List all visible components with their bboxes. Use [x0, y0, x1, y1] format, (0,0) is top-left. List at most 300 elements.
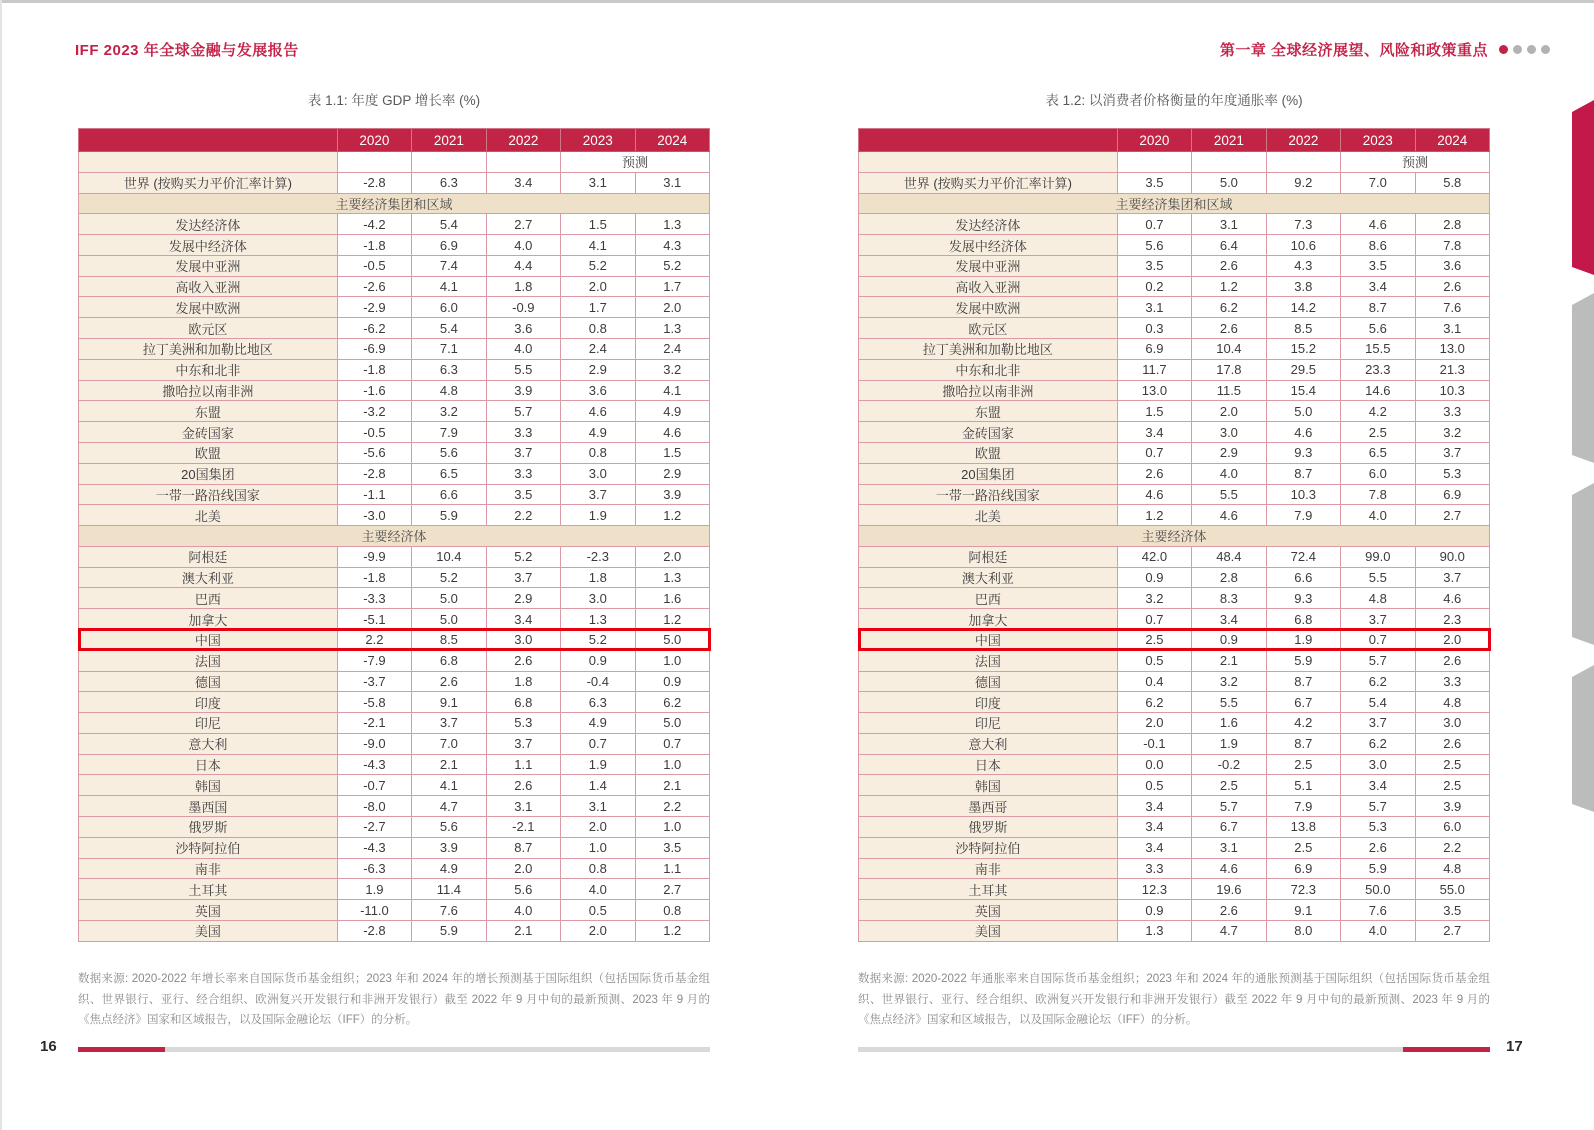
value-cell: 4.4: [486, 255, 560, 276]
chapter-header: [1220, 39, 1550, 60]
value-cell: 2.5: [1192, 775, 1266, 796]
row-label: 发展中亚洲: [79, 255, 338, 276]
value-cell: 6.2: [1192, 297, 1266, 318]
table-row: [859, 817, 1490, 838]
value-cell: 3.3: [486, 463, 560, 484]
row-label: 发达经济体: [859, 214, 1118, 235]
value-cell: 10.4: [412, 546, 486, 567]
value-cell: 6.0: [412, 297, 486, 318]
value-cell: 3.1: [486, 796, 560, 817]
table-row: [79, 858, 710, 879]
row-label: 一带一路沿线国家: [79, 484, 338, 505]
value-cell: 5.2: [561, 255, 635, 276]
value-cell: 6.9: [412, 235, 486, 256]
value-cell: 3.7: [561, 484, 635, 505]
value-cell: 2.5: [1341, 422, 1415, 443]
value-cell: 3.2: [1117, 588, 1191, 609]
value-cell: -0.4: [561, 671, 635, 692]
value-cell: 3.3: [1117, 858, 1191, 879]
value-cell: 1.2: [1117, 505, 1191, 526]
value-cell: 2.9: [1192, 442, 1266, 463]
value-cell: 4.2: [1341, 401, 1415, 422]
row-label: 土耳其: [859, 879, 1118, 900]
chapter-dot: [1527, 45, 1536, 54]
value-cell: 15.2: [1266, 339, 1340, 360]
value-cell: 2.0: [1117, 713, 1191, 734]
row-label: 世界 (按购买力平价汇率计算): [859, 172, 1118, 193]
value-cell: 5.2: [635, 255, 709, 276]
value-cell: 6.8: [1266, 609, 1340, 630]
value-cell: 17.8: [1192, 359, 1266, 380]
row-label: 沙特阿拉伯: [79, 837, 338, 858]
value-cell: 5.0: [412, 588, 486, 609]
value-cell: -0.2: [1192, 754, 1266, 775]
value-cell: -2.7: [337, 817, 411, 838]
value-cell: 23.3: [1341, 359, 1415, 380]
value-cell: 0.8: [561, 442, 635, 463]
table-1-1-title: 表 1.1: 年度 GDP 增长率 (%): [307, 93, 481, 108]
value-cell: 8.5: [412, 629, 486, 650]
value-cell: 1.5: [635, 442, 709, 463]
value-cell: 29.5: [1266, 359, 1340, 380]
row-label: 美国: [79, 920, 338, 941]
table-row: [79, 463, 710, 484]
table-row: [79, 650, 710, 671]
table-row: [859, 505, 1490, 526]
value-cell: 1.3: [561, 609, 635, 630]
table-row: [79, 588, 710, 609]
value-cell: 6.6: [1266, 567, 1340, 588]
value-cell: 6.9: [1117, 339, 1191, 360]
row-label: 俄罗斯: [859, 817, 1118, 838]
value-cell: 3.1: [1192, 214, 1266, 235]
value-cell: 3.8: [1266, 276, 1340, 297]
row-label: 日本: [859, 754, 1118, 775]
value-cell: 3.7: [1415, 442, 1489, 463]
row-label: 土耳其: [79, 879, 338, 900]
world-row: [859, 172, 1490, 193]
section-heading: 主要经济体: [79, 526, 710, 547]
value-cell: 4.8: [412, 380, 486, 401]
table-row: [859, 401, 1490, 422]
value-cell: -8.0: [337, 796, 411, 817]
value-cell: 11.5: [1192, 380, 1266, 401]
value-cell: 5.6: [1117, 235, 1191, 256]
value-cell: 7.1: [412, 339, 486, 360]
value-cell: 2.0: [486, 858, 560, 879]
row-label: 法国: [859, 650, 1118, 671]
table-row: [859, 567, 1490, 588]
row-label: 阿根廷: [859, 546, 1118, 567]
chapter-title: 第一章 全球经济展望、风险和政策重点: [1219, 42, 1488, 59]
row-label: 中东和北非: [859, 359, 1118, 380]
value-cell: 2.7: [1415, 505, 1489, 526]
section-heading-row: [859, 193, 1490, 214]
value-cell: 3.6: [561, 380, 635, 401]
value-cell: 2.0: [561, 276, 635, 297]
row-label: 韩国: [859, 775, 1118, 796]
value-cell: 2.6: [1192, 255, 1266, 276]
value-cell: -0.5: [337, 255, 411, 276]
table-row: [859, 588, 1490, 609]
chapter-progress-dots: [1499, 45, 1550, 54]
value-cell: 4.1: [561, 235, 635, 256]
value-cell: 3.4: [1117, 796, 1191, 817]
row-label: 印尼: [859, 713, 1118, 734]
year-header: 2023: [561, 129, 635, 152]
value-cell: 3.5: [635, 837, 709, 858]
value-cell: 2.0: [561, 920, 635, 941]
value-cell: 5.3: [1341, 817, 1415, 838]
row-label: 欧元区: [859, 318, 1118, 339]
value-cell: 0.7: [635, 733, 709, 754]
value-cell: 1.9: [561, 754, 635, 775]
value-cell: 2.2: [635, 796, 709, 817]
row-label: 南非: [79, 858, 338, 879]
table-row: [859, 359, 1490, 380]
row-label: 意大利: [859, 733, 1118, 754]
row-label: 发展中经济体: [859, 235, 1118, 256]
value-cell: 0.7: [1117, 609, 1191, 630]
value-cell: 6.0: [1415, 817, 1489, 838]
section-heading: 主要经济集团和区域: [79, 193, 710, 214]
table-row: [859, 920, 1490, 941]
row-label: 金砖国家: [859, 422, 1118, 443]
table-row: [79, 879, 710, 900]
value-cell: 5.5: [1192, 484, 1266, 505]
row-label: 意大利: [79, 733, 338, 754]
value-cell: 2.9: [486, 588, 560, 609]
row-label: 南非: [859, 858, 1118, 879]
value-cell: 4.0: [486, 339, 560, 360]
value-cell: 8.7: [486, 837, 560, 858]
value-cell: 8.5: [1266, 318, 1340, 339]
value-cell: 0.7: [1117, 214, 1191, 235]
value-cell: 6.4: [1192, 235, 1266, 256]
value-cell: 6.8: [486, 692, 560, 713]
table-row: [859, 609, 1490, 630]
row-label: 韩国: [79, 775, 338, 796]
value-cell: 1.1: [635, 858, 709, 879]
table-row: [79, 796, 710, 817]
value-cell: 3.7: [486, 733, 560, 754]
footer-bar-right: [858, 1047, 1490, 1052]
value-cell: 2.2: [337, 629, 411, 650]
value-cell: 4.6: [635, 422, 709, 443]
value-cell: -2.8: [337, 920, 411, 941]
chapter-edge-tab: [1572, 665, 1594, 812]
value-cell: 2.1: [412, 754, 486, 775]
value-cell: 1.7: [561, 297, 635, 318]
value-cell: 4.3: [1266, 255, 1340, 276]
value-cell: 2.1: [635, 775, 709, 796]
table-row: [79, 837, 710, 858]
value-cell: 1.2: [635, 920, 709, 941]
section-heading-row: [79, 526, 710, 547]
value-cell: 3.2: [412, 401, 486, 422]
world-row: [79, 172, 710, 193]
value-cell: 6.5: [1341, 442, 1415, 463]
value-cell: -0.5: [337, 422, 411, 443]
value-cell: 11.7: [1117, 359, 1191, 380]
value-cell: 6.5: [412, 463, 486, 484]
value-cell: 6.2: [1341, 671, 1415, 692]
value-cell: 4.8: [1341, 588, 1415, 609]
value-cell: 6.9: [1415, 484, 1489, 505]
value-cell: 6.9: [1266, 858, 1340, 879]
value-cell: 3.3: [1415, 401, 1489, 422]
table-row: [859, 900, 1490, 921]
table-row: [79, 692, 710, 713]
value-cell: 1.6: [635, 588, 709, 609]
value-cell: -3.0: [337, 505, 411, 526]
value-cell: -6.2: [337, 318, 411, 339]
value-cell: 5.7: [1341, 796, 1415, 817]
row-label: 撒哈拉以南非洲: [859, 380, 1118, 401]
table-row: [859, 713, 1490, 734]
row-label: 金砖国家: [79, 422, 338, 443]
value-cell: 3.7: [486, 442, 560, 463]
value-cell: 9.3: [1266, 588, 1340, 609]
value-cell: 2.7: [635, 879, 709, 900]
empty-cell: [1192, 152, 1266, 173]
value-cell: 0.5: [1117, 775, 1191, 796]
value-cell: 9.1: [412, 692, 486, 713]
table-row: [859, 879, 1490, 900]
value-cell: 4.0: [1192, 463, 1266, 484]
value-cell: 3.5: [486, 484, 560, 505]
value-cell: 6.2: [1341, 733, 1415, 754]
value-cell: 21.3: [1415, 359, 1489, 380]
row-label: 俄罗斯: [79, 817, 338, 838]
row-label: 沙特阿拉伯: [859, 837, 1118, 858]
value-cell: -2.1: [337, 713, 411, 734]
value-cell: 5.0: [412, 609, 486, 630]
chapter-dot: [1541, 45, 1550, 54]
value-cell: 10.6: [1266, 235, 1340, 256]
value-cell: -2.1: [486, 817, 560, 838]
value-cell: 12.3: [1117, 879, 1191, 900]
table-row: [859, 546, 1490, 567]
row-label: 印度: [859, 692, 1118, 713]
table-row: [79, 775, 710, 796]
value-cell: 8.7: [1266, 463, 1340, 484]
value-cell: 2.6: [1415, 733, 1489, 754]
value-cell: 6.2: [1117, 692, 1191, 713]
row-label: 墨西哥: [859, 796, 1118, 817]
value-cell: -7.9: [337, 650, 411, 671]
row-label: 20国集团: [859, 463, 1118, 484]
forecast-label: 预测: [561, 152, 710, 173]
value-cell: 5.7: [1192, 796, 1266, 817]
value-cell: 3.6: [486, 318, 560, 339]
value-cell: -2.6: [337, 276, 411, 297]
table-row: [859, 255, 1490, 276]
year-header: 2022: [1266, 129, 1340, 152]
value-cell: -5.8: [337, 692, 411, 713]
value-cell: 4.0: [1341, 920, 1415, 941]
value-cell: 4.1: [412, 276, 486, 297]
value-cell: 7.3: [1266, 214, 1340, 235]
value-cell: 15.5: [1341, 339, 1415, 360]
row-label: [79, 152, 338, 173]
value-cell: 3.1: [635, 172, 709, 193]
value-cell: 4.0: [486, 235, 560, 256]
table-1-1-footnote: 数据来源: 2020-2022 年增长率来自国际货币基金组织；2023 年和 2024 年的增长预测基于国际组织（包括国际货币基金组织、世界银行、亚行、经合组织、欧洲复兴开发银行和非洲开发银行）截至 2022 年 9 月中旬的最新预测、2023 年 9 月的《焦点经济》国家和区域报告，以及国际金融论坛（IFF）的分析。: [78, 973, 710, 1027]
table-row: [859, 339, 1490, 360]
value-cell: -2.8: [337, 172, 411, 193]
value-cell: 3.1: [561, 796, 635, 817]
row-label: 日本: [79, 754, 338, 775]
value-cell: 5.4: [1341, 692, 1415, 713]
table-row: [79, 817, 710, 838]
value-cell: 7.9: [412, 422, 486, 443]
value-cell: 3.5: [1117, 255, 1191, 276]
chapter-edge-tab-active: [1572, 100, 1594, 275]
value-cell: 6.6: [412, 484, 486, 505]
value-cell: 7.8: [1341, 484, 1415, 505]
table-row: [79, 297, 710, 318]
value-cell: 3.6: [1415, 255, 1489, 276]
empty-cell: [1117, 152, 1191, 173]
value-cell: 15.4: [1266, 380, 1340, 401]
row-label: [859, 152, 1118, 173]
value-cell: 2.7: [486, 214, 560, 235]
year-header: 2021: [412, 129, 486, 152]
table-row: [79, 546, 710, 567]
value-cell: 7.9: [1266, 796, 1340, 817]
value-cell: 13.0: [1117, 380, 1191, 401]
value-cell: 3.4: [486, 172, 560, 193]
row-label: 中国: [859, 629, 1118, 650]
value-cell: 0.0: [1117, 754, 1191, 775]
value-cell: 0.8: [635, 900, 709, 921]
value-cell: -1.8: [337, 359, 411, 380]
table-row: [859, 858, 1490, 879]
value-cell: 0.9: [1117, 567, 1191, 588]
value-cell: 4.7: [412, 796, 486, 817]
value-cell: 3.1: [1192, 837, 1266, 858]
table-row: [79, 318, 710, 339]
report-title: IFF 2023 年全球金融与发展报告: [75, 42, 299, 59]
value-cell: 2.0: [635, 546, 709, 567]
row-label: 发展中经济体: [79, 235, 338, 256]
table-row: [859, 754, 1490, 775]
value-cell: 1.3: [635, 567, 709, 588]
value-cell: 5.5: [1192, 692, 1266, 713]
empty-cell: [1266, 152, 1340, 173]
value-cell: 4.6: [1192, 505, 1266, 526]
value-cell: 3.0: [1415, 713, 1489, 734]
value-cell: 4.3: [635, 235, 709, 256]
table-row: [859, 297, 1490, 318]
table-row: [79, 567, 710, 588]
value-cell: 0.9: [635, 671, 709, 692]
value-cell: 3.4: [1341, 276, 1415, 297]
table-1-2-footnote: 数据来源: 2020-2022 年通胀率来自国际货币基金组织；2023 年和 2024 年的通胀预测基于国际组织（包括国际货币基金组织、世界银行、亚行、经合组织、欧洲复兴开发银行和非洲开发银行）截至 2022 年 9 月中旬的最新预测、2023 年 9 月的《焦点经济》国家和区域报告，以及国际金融论坛（IFF）的分析。: [858, 973, 1490, 1027]
table-row: [859, 671, 1490, 692]
value-cell: -6.3: [337, 858, 411, 879]
value-cell: 11.4: [412, 879, 486, 900]
value-cell: 5.5: [486, 359, 560, 380]
value-cell: 5.1: [1266, 775, 1340, 796]
value-cell: 1.0: [635, 650, 709, 671]
value-cell: 2.4: [561, 339, 635, 360]
value-cell: -1.6: [337, 380, 411, 401]
value-cell: 2.9: [561, 359, 635, 380]
value-cell: 3.4: [1192, 609, 1266, 630]
value-cell: 2.8: [1415, 214, 1489, 235]
value-cell: 4.9: [561, 713, 635, 734]
value-cell: 0.5: [1117, 650, 1191, 671]
row-label: 发达经济体: [79, 214, 338, 235]
table-row: [79, 442, 710, 463]
table-row: [79, 505, 710, 526]
value-cell: 6.7: [1266, 692, 1340, 713]
value-cell: 4.8: [1415, 858, 1489, 879]
row-label: 发展中欧洲: [859, 297, 1118, 318]
value-cell: 6.2: [635, 692, 709, 713]
value-cell: 8.6: [1341, 235, 1415, 256]
section-heading-row: [79, 193, 710, 214]
value-cell: 7.0: [412, 733, 486, 754]
value-cell: 1.9: [337, 879, 411, 900]
value-cell: 2.5: [1266, 754, 1340, 775]
value-cell: 1.2: [635, 609, 709, 630]
value-cell: 72.3: [1266, 879, 1340, 900]
year-header: 2020: [337, 129, 411, 152]
value-cell: 4.6: [1341, 214, 1415, 235]
year-header: 2021: [1192, 129, 1266, 152]
value-cell: 5.6: [412, 817, 486, 838]
table-row: [79, 609, 710, 630]
value-cell: -9.9: [337, 546, 411, 567]
value-cell: 99.0: [1341, 546, 1415, 567]
value-cell: 1.0: [635, 817, 709, 838]
highlighted-row-china: [79, 629, 710, 650]
value-cell: 0.8: [561, 318, 635, 339]
row-label: 阿根廷: [79, 546, 338, 567]
value-cell: -4.2: [337, 214, 411, 235]
table-row: [79, 380, 710, 401]
value-cell: 3.0: [561, 588, 635, 609]
value-cell: 3.3: [486, 422, 560, 443]
value-cell: 5.4: [412, 214, 486, 235]
value-cell: 7.9: [1266, 505, 1340, 526]
value-cell: 4.6: [1117, 484, 1191, 505]
value-cell: -6.9: [337, 339, 411, 360]
value-cell: 3.9: [412, 837, 486, 858]
value-cell: 2.4: [635, 339, 709, 360]
table-row: [79, 484, 710, 505]
table-row: [859, 276, 1490, 297]
row-label: 美国: [859, 920, 1118, 941]
forecast-row: [79, 152, 710, 173]
row-label: 澳大利亚: [79, 567, 338, 588]
value-cell: 19.6: [1192, 879, 1266, 900]
value-cell: 4.7: [1192, 920, 1266, 941]
table-row: [79, 920, 710, 941]
value-cell: 5.6: [486, 879, 560, 900]
row-label: 中东和北非: [79, 359, 338, 380]
value-cell: 1.9: [561, 505, 635, 526]
value-cell: 2.6: [1192, 900, 1266, 921]
value-cell: -4.3: [337, 754, 411, 775]
value-cell: 7.4: [412, 255, 486, 276]
value-cell: -2.3: [561, 546, 635, 567]
year-header-row: [79, 129, 710, 152]
page-number-right: 17: [1506, 1038, 1523, 1055]
